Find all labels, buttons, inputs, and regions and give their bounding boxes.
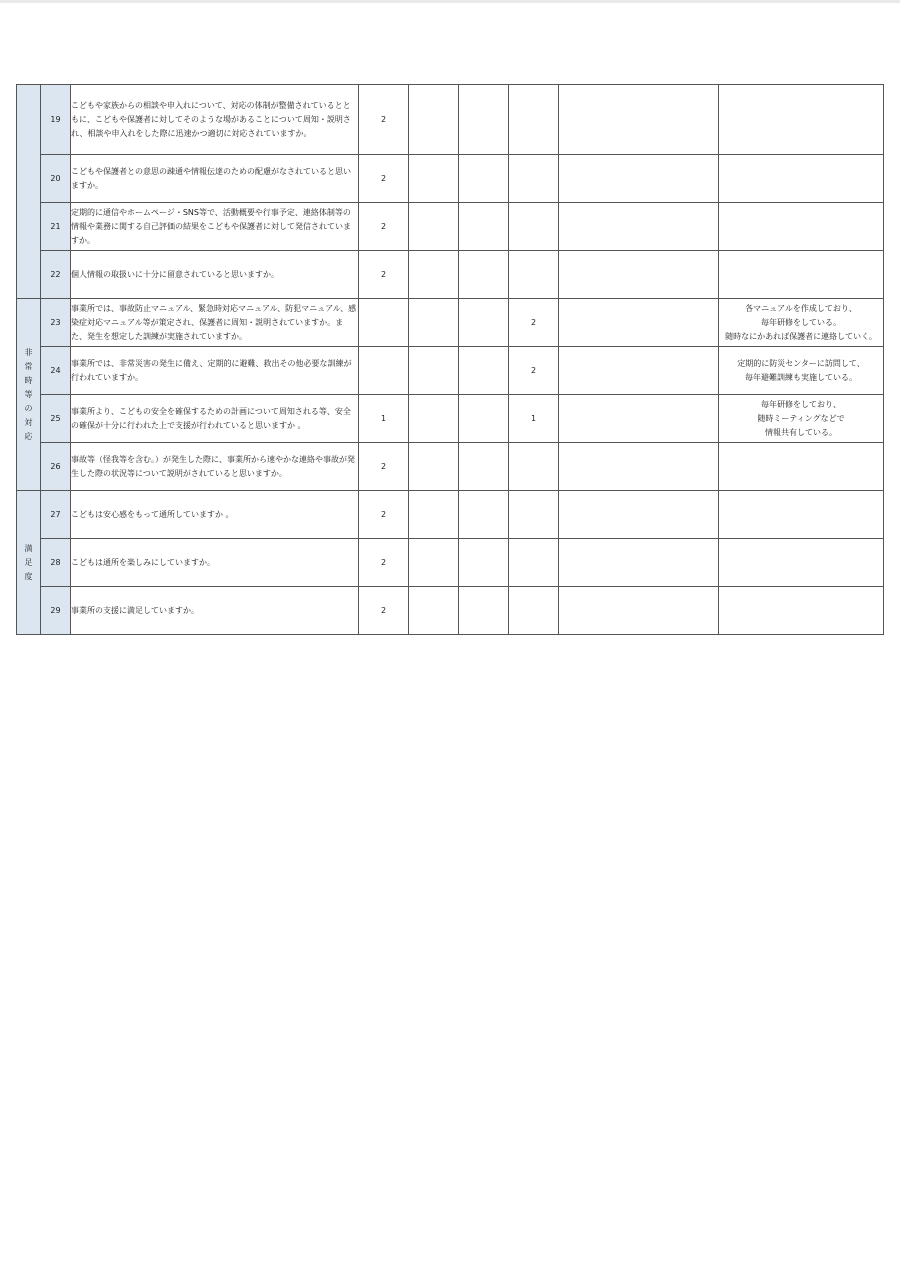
comment-cell [719,85,884,155]
question-text: 定期的に通信やホームページ・SNS等で、活動概要や行事予定、連絡体制等の情報や業務に関する自己評価の結果をこどもや保護者に対して発信されていますか。 [71,203,359,251]
count-col-5 [559,155,719,203]
row-number: 29 [41,587,71,635]
question-text: こどもは安心感をもって通所していますか 。 [71,491,359,539]
row-number: 26 [41,443,71,491]
count-col-2 [409,587,459,635]
count-col-3 [459,85,509,155]
question-text: 事業所では、事故防止マニュアル、緊急時対応マニュアル、防犯マニュアル、感染症対応マニュアル等が策定され、保護者に周知・説明されていますか。また、発生を想定した訓練が実施されていますか。 [71,299,359,347]
count-col-5 [559,299,719,347]
table-row [17,539,884,587]
count-col-5 [559,587,719,635]
count-col-3 [459,347,509,395]
question-text: 個人情報の取扱いに十分に留意されていると思いますか。 [71,251,359,299]
table-row [17,155,884,203]
row-number: 25 [41,395,71,443]
row-number: 23 [41,299,71,347]
count-col-3 [459,491,509,539]
count-col-3 [459,299,509,347]
count-col-1: 2 [359,491,409,539]
count-col-2 [409,395,459,443]
question-text: 事故等（怪我等を含む。）が発生した際に、事業所から速やかな連絡や事故が発生した際の状況等について説明がされていると思いますか。 [71,443,359,491]
count-col-3 [459,395,509,443]
comment-cell [719,587,884,635]
question-text: 事業所では、非常災害の発生に備え、定期的に避難、救出その他必要な訓練が行われていますか。 [71,347,359,395]
page-top-border [0,0,900,3]
comment-cell [719,491,884,539]
count-col-5 [559,203,719,251]
count-col-3 [459,587,509,635]
comment-cell [719,155,884,203]
count-col-1: 2 [359,85,409,155]
row-number: 22 [41,251,71,299]
question-text: 事業所の支援に満足していますか。 [71,587,359,635]
table-row [17,347,884,395]
table-row [17,587,884,635]
category-cell-satisfaction [17,491,41,635]
table-row [17,491,884,539]
count-col-4 [509,539,559,587]
comment-cell [719,251,884,299]
count-col-2 [409,299,459,347]
comment-cell [719,347,884,395]
count-col-5 [559,395,719,443]
count-col-5 [559,539,719,587]
count-col-1 [359,347,409,395]
count-col-2 [409,203,459,251]
comment-cell [719,203,884,251]
count-col-2 [409,443,459,491]
question-text: こどもは通所を楽しみにしていますか。 [71,539,359,587]
comment-text: 各マニュアルを作成しており、 毎年研修をしている。 随時なにかあれば保護者に連絡していく。 [725,303,877,341]
count-col-3 [459,443,509,491]
comment-cell [719,539,884,587]
category-cell-continued [17,85,41,299]
table-row [17,85,884,155]
count-col-4 [509,203,559,251]
count-col-4: 2 [509,347,559,395]
count-col-1: 2 [359,539,409,587]
comment-cell [719,443,884,491]
question-text: こどもや家族からの相談や申入れについて、対応の体制が整備されているとともに、こどもや保護者に対してそのような場があることについて周知・説明され、相談や申入れをした際に迅速かつ適切に対応されていますか。 [71,85,359,155]
count-col-4 [509,155,559,203]
count-col-2 [409,85,459,155]
category-cell-emergency [17,299,41,491]
count-col-2 [409,251,459,299]
question-text: 事業所より、こどもの安全を確保するための計画について周知される等、安全の確保が十分に行われた上で支援が行われていると思いますか 。 [71,395,359,443]
row-number: 27 [41,491,71,539]
count-col-5 [559,443,719,491]
count-col-3 [459,203,509,251]
row-number: 19 [41,85,71,155]
count-col-4 [509,85,559,155]
row-number: 20 [41,155,71,203]
count-col-1: 2 [359,443,409,491]
count-col-1: 2 [359,203,409,251]
comment-cell [719,299,884,347]
count-col-4 [509,587,559,635]
count-col-3 [459,539,509,587]
count-col-5 [559,251,719,299]
count-col-1: 1 [359,395,409,443]
row-number: 21 [41,203,71,251]
table-row [17,395,884,443]
count-col-2 [409,539,459,587]
table-row [17,251,884,299]
row-number: 24 [41,347,71,395]
question-text: こどもや保護者との意思の疎通や情報伝達のための配慮がなされていると思いますか。 [71,155,359,203]
count-col-4 [509,443,559,491]
comment-cell [719,395,884,443]
row-number: 28 [41,539,71,587]
count-col-4 [509,251,559,299]
count-col-4: 2 [509,299,559,347]
count-col-5 [559,85,719,155]
count-col-2 [409,155,459,203]
comment-text: 定期的に防災センターに訪問して、 毎年避難訓練も実施している。 [737,358,865,382]
count-col-1 [359,299,409,347]
count-col-2 [409,347,459,395]
count-col-5 [559,347,719,395]
count-col-5 [559,491,719,539]
table-row [17,203,884,251]
count-col-1: 2 [359,587,409,635]
count-col-3 [459,251,509,299]
survey-table [16,84,884,635]
count-col-1: 2 [359,155,409,203]
count-col-2 [409,491,459,539]
table-row [17,443,884,491]
count-col-4: 1 [509,395,559,443]
count-col-1: 2 [359,251,409,299]
comment-text: 毎年研修をしており、 随時ミーティングなどで 情報共有している。 [757,399,845,437]
category-label-satisfaction: 満足度 [24,543,33,581]
count-col-4 [509,491,559,539]
table-row [17,299,884,347]
count-col-3 [459,155,509,203]
category-label-emergency: 非常時等の対応 [24,347,33,441]
